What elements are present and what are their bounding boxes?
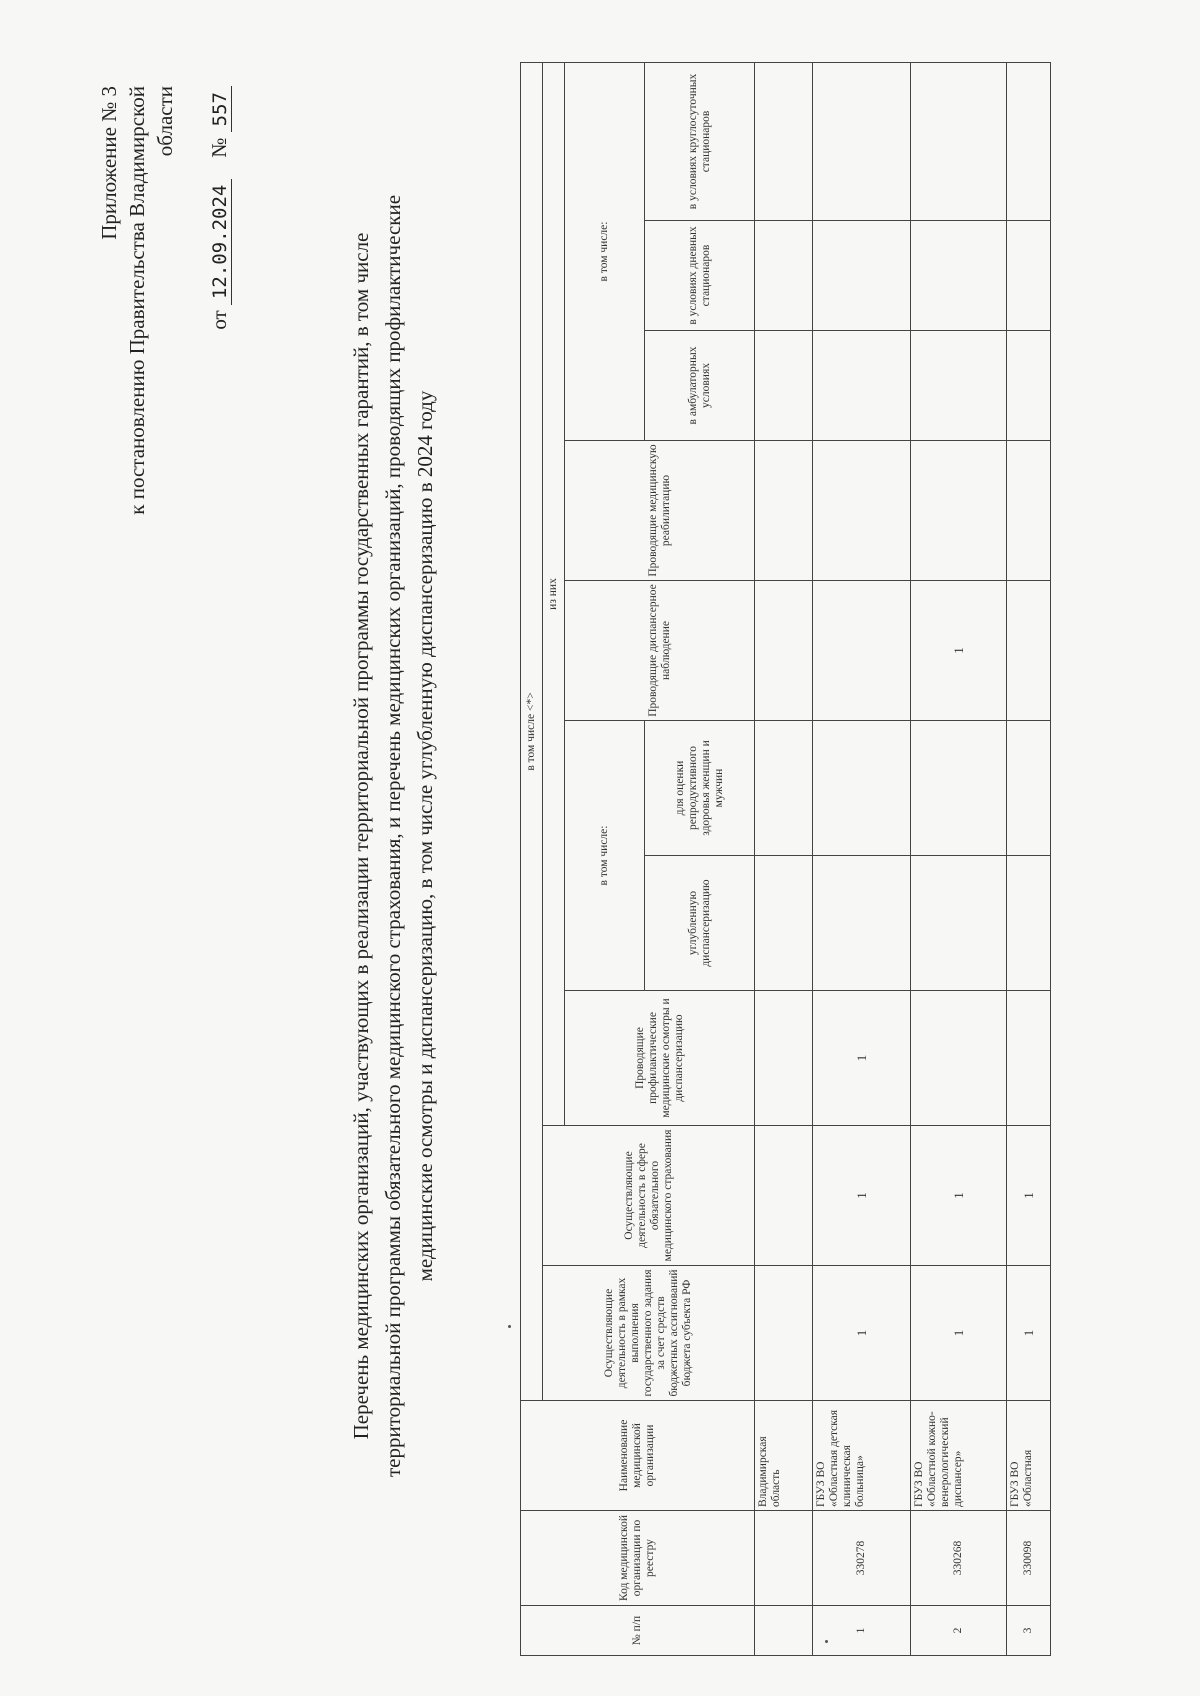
row-round-clock <box>813 62 911 220</box>
table-row <box>1007 62 1051 1655</box>
header-day-hospital: в условиях дневных стационаров <box>645 221 755 331</box>
region-name: Владимирская область <box>755 1401 813 1511</box>
header-reproductive: для оценки репродуктивного здоровья женщин и мужчин <box>645 721 755 856</box>
row-num: 2 <box>911 1606 1007 1656</box>
row-name: ГБУЗ ВО «Областная детская клиническая больница» <box>813 1401 911 1511</box>
row-state-task: 1 <box>911 1266 1007 1401</box>
row-deep <box>911 856 1007 991</box>
row-name: ГБУЗ ВО «Областной кожно-венерологический диспансер» <box>911 1401 1007 1511</box>
row-deep <box>813 856 911 991</box>
row-rehab <box>911 441 1007 581</box>
row-day-hospital <box>813 221 911 331</box>
appendix-block <box>95 86 234 566</box>
region-row <box>755 62 813 1655</box>
row-reproductive <box>813 721 911 856</box>
table-row <box>813 62 911 1655</box>
row-state-task: 1 <box>1007 1266 1051 1401</box>
row-day-hospital <box>911 221 1007 331</box>
header-of-them: из них <box>543 62 565 1125</box>
scan-speck <box>508 1325 511 1328</box>
document-heading: Перечень медицинских организаций, участвующих в реализации территориальной программы государственных гарантий, в том числе территориальной программы обязательного медицинского страхования, и перечень медицинских организаций, проводящих профилактические медицинские осмотры и диспансеризацию, в том числе углубленную диспансеризацию в 2024 году <box>349 194 437 1478</box>
header-deep: углубленную диспансеризацию <box>645 856 755 991</box>
organizations-table <box>520 62 1051 1656</box>
row-rehab <box>1007 441 1051 581</box>
from-label: от <box>207 310 231 330</box>
row-ambulatory <box>1007 331 1051 441</box>
row-day-hospital <box>1007 221 1051 331</box>
header-ambulatory: в амбулаторных условиях <box>645 331 755 441</box>
header-including-sub: в том числе: <box>565 721 645 991</box>
scan-speck <box>825 1640 828 1643</box>
header-round-clock: в условиях круглосуточных стационаров <box>645 62 755 220</box>
header-dispensary: Проводящие диспансерное наблюдение <box>565 581 755 721</box>
header-num: № п/п <box>521 1606 755 1656</box>
appendix-decree: к постановлению Правительства Владимирской области <box>125 86 177 515</box>
header-prophylactic: Проводящие профилактические медицинские осмотры и диспансеризацию <box>565 991 755 1126</box>
row-dispensary: 1 <box>911 581 1007 721</box>
row-reproductive <box>1007 721 1051 856</box>
header-state-task: Осуществляющие деятельность в рамках выполнения государственного задания за счет средств бюджетных ассигнований бюджета субъекта РФ <box>543 1266 755 1401</box>
header-including-sub2: в том числе: <box>565 62 645 440</box>
row-ambulatory <box>911 331 1007 441</box>
appendix-date-line <box>205 86 234 566</box>
appendix-title: Приложение № 3 <box>97 86 121 240</box>
header-code: Код медицинской организации по реестру <box>521 1511 755 1606</box>
row-prophylactic: 1 <box>813 991 911 1126</box>
row-code: 330278 <box>813 1511 911 1606</box>
row-num: 1 <box>813 1606 911 1656</box>
row-prophylactic <box>1007 991 1051 1126</box>
row-state-task: 1 <box>813 1266 911 1401</box>
table-row <box>911 62 1007 1655</box>
row-dispensary <box>1007 581 1051 721</box>
row-round-clock <box>911 62 1007 220</box>
header-oms: Осуществляющие деятельность в сфере обязательного медицинского страхования <box>543 1126 755 1266</box>
row-reproductive <box>911 721 1007 856</box>
number-label: № <box>207 137 231 158</box>
row-rehab <box>813 441 911 581</box>
row-ambulatory <box>813 331 911 441</box>
row-name: ГБУЗ ВО «Областная <box>1007 1401 1051 1511</box>
row-num: 3 <box>1007 1606 1051 1656</box>
row-code: 330098 <box>1007 1511 1051 1606</box>
header-name: Наименование медицинской организации <box>521 1401 755 1511</box>
decree-number: 557 <box>209 86 232 132</box>
row-round-clock <box>1007 62 1051 220</box>
row-oms: 1 <box>813 1126 911 1266</box>
row-code: 330268 <box>911 1511 1007 1606</box>
decree-date: 12.09.2024 <box>209 179 232 305</box>
header-including: в том числе <*> <box>521 62 543 1400</box>
row-oms: 1 <box>911 1126 1007 1266</box>
row-deep <box>1007 856 1051 991</box>
row-prophylactic <box>911 991 1007 1126</box>
row-oms: 1 <box>1007 1126 1051 1266</box>
row-dispensary <box>813 581 911 721</box>
header-rehab: Проводящие медицинскую реабилитацию <box>565 441 755 581</box>
